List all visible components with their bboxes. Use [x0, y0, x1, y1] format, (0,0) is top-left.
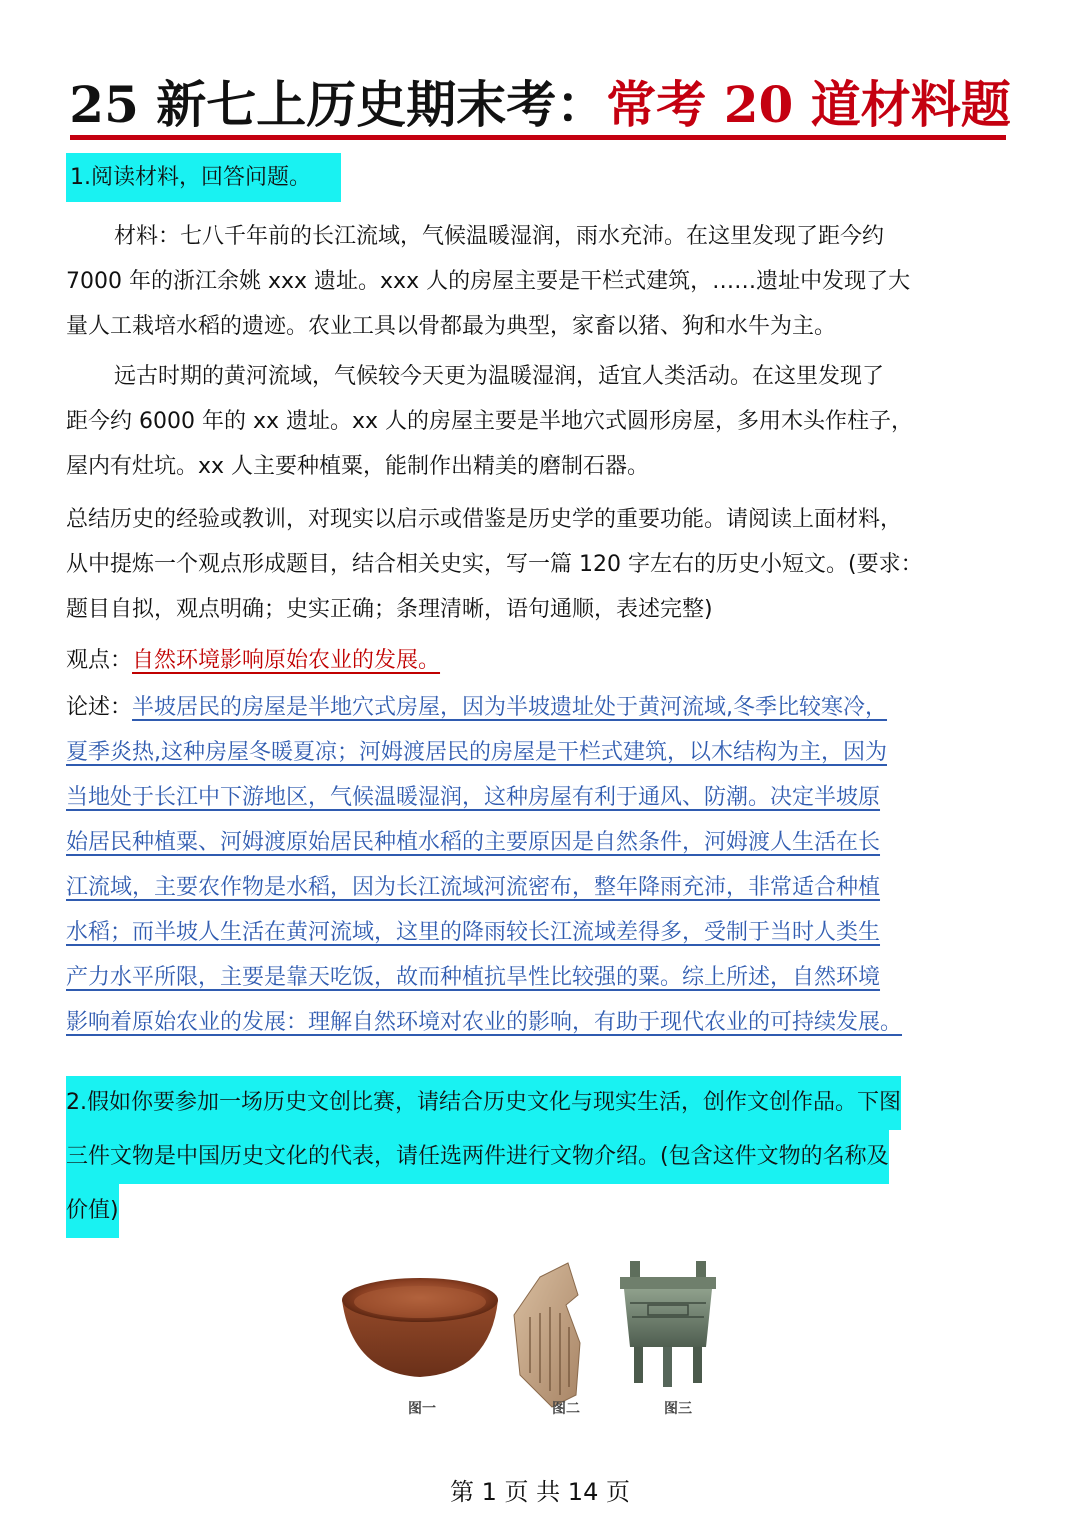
- material-1-line: 量人工栽培水稻的遗迹。农业工具以骨都最为典型，家畜以猪、狗和水牛为主。: [66, 314, 837, 339]
- figure-caption: 图三: [664, 1401, 692, 1417]
- prompt-line: 题目自拟，观点明确；史实正确；条理清晰，语句通顺，表述完整): [66, 597, 713, 622]
- figure-caption: 图二: [552, 1401, 580, 1417]
- material-1: [66, 214, 1016, 349]
- question-1-heading: [66, 153, 341, 202]
- material-2-line: 距今约 6000 年的 xx 遗址。xx 人的房屋主要是半地穴式圆形房屋，多用木头作柱子，: [66, 409, 914, 434]
- viewpoint-label: 观点：: [66, 648, 133, 673]
- title-part-2: 常考 20 道材料题: [606, 75, 1011, 134]
- material-1-line: 7000 年的浙江余姚 xxx 遗址。xxx 人的房屋主要是干栏式建筑，……遗址中发现了大: [66, 269, 911, 294]
- prompt-line: 从中提炼一个观点形成题目，结合相关史实，写一篇 120 字左右的历史小短文。(要求：: [66, 552, 923, 577]
- question-2-line: 2.假如你要参加一场历史文创比赛，请结合历史文化与现实生活，创作文创作品。下图: [66, 1076, 901, 1130]
- argument: [66, 685, 1016, 1045]
- bronze-ding-icon: [620, 1261, 716, 1387]
- argument-line: 江流域，主要农作物是水稻，因为长江流域河流密布，整年降雨充沛，非常适合种植: [66, 875, 881, 900]
- pottery-bowl-icon: [342, 1278, 498, 1377]
- argument-line: 水稻；而半坡人生活在黄河流域，这里的降雨较长江流域差得多，受制于当时人类生: [66, 920, 881, 945]
- argument-line: 产力水平所限，主要是靠天吃饭，故而种植抗旱性比较强的粟。综上所述，自然环境: [66, 965, 881, 990]
- figure-caption: 图一: [408, 1401, 436, 1417]
- question-2-line: 价值): [66, 1184, 119, 1238]
- argument-line: 始居民种植粟、河姆渡原始居民种植水稻的主要原因是自然条件，河姆渡人生活在长: [66, 830, 881, 855]
- argument-line: 影响着原始农业的发展：理解自然环境对农业的影响，有助于现代农业的可持续发展。: [66, 1010, 903, 1035]
- title-part-1: 25 新七上历史期末考：: [69, 75, 607, 134]
- question-prompt: [66, 497, 1016, 632]
- page-number: 第 1 页 共 14 页: [450, 1478, 630, 1506]
- title-underline: [70, 135, 1006, 140]
- argument-line: 半坡居民的房屋是半地穴式房屋，因为半坡遗址处于黄河流域,冬季比较寒冷，: [132, 695, 888, 720]
- material-2-line: 远古时期的黄河流域，气候较今天更为温暖湿润，适宜人类活动。在这里发现了: [114, 364, 885, 389]
- question-2: [66, 1076, 1016, 1238]
- viewpoint: [66, 638, 1016, 683]
- argument-label: 论述：: [66, 695, 133, 720]
- material-1-line: 材料：七八千年前的长江流域，气候温暖湿润，雨水充沛。在这里发现了距今约: [114, 224, 885, 249]
- material-2-line: 屋内有灶坑。xx 人主要种植粟，能制作出精美的磨制石器。: [66, 454, 650, 479]
- question-2-line: 三件文物是中国历史文化的代表，请任选两件进行文物介绍。(包含这件文物的名称及: [66, 1130, 889, 1184]
- page-title: [0, 70, 1080, 140]
- question-1-heading-text: 1.阅读材料，回答问题。: [70, 165, 311, 190]
- material-2: [66, 354, 1016, 489]
- oracle-bone-icon: [514, 1263, 580, 1407]
- argument-line: 夏季炎热,这种房屋冬暖夏凉；河姆渡居民的房屋是干栏式建筑，以木结构为主，因为: [66, 740, 887, 765]
- prompt-line: 总结历史的经验或教训，对现实以启示或借鉴是历史学的重要功能。请阅读上面材料，: [66, 507, 903, 532]
- viewpoint-answer: 自然环境影响原始农业的发展。: [132, 648, 441, 673]
- argument-line: 当地处于长江中下游地区，气候温暖湿润，这种房屋有利于通风、防潮。决定半坡原: [66, 785, 881, 810]
